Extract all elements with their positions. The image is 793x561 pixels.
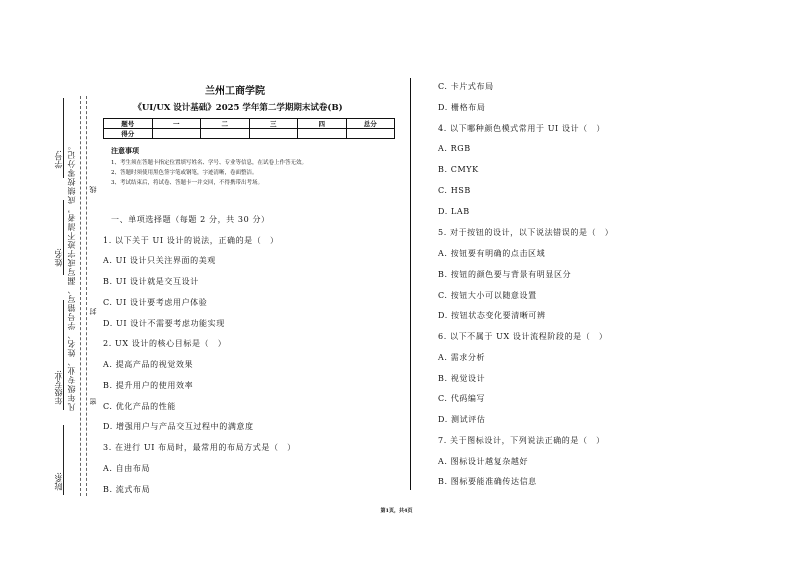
option-line: B. CMYK xyxy=(438,165,479,174)
binding-dashed-line-inner xyxy=(86,96,87,496)
option-line: B. UI 设计就是交互设计 xyxy=(103,277,199,286)
option-line: A. 图标设计越复杂越好 xyxy=(438,457,529,466)
option-line: B. 流式布局 xyxy=(103,485,151,494)
option-line: B. 图标要能准确传达信息 xyxy=(438,477,537,486)
option-line: D. 增强用户与产品交互过程中的满意度 xyxy=(103,422,254,431)
option-line: D. LAB xyxy=(438,207,470,216)
option-line: C. 代码编写 xyxy=(438,394,486,403)
school-name: 兰州工商学院 xyxy=(205,86,265,97)
score-table xyxy=(103,118,395,139)
binding-dashed-line xyxy=(80,96,81,496)
option-line: D. 按钮状态变化要清晰可辨 xyxy=(438,311,546,320)
binding-mark-xian: 线 xyxy=(89,186,97,193)
option-line: D. 测试评估 xyxy=(438,415,486,424)
page-number: 第1页，共4页 xyxy=(380,508,413,514)
score-cell: 四 xyxy=(298,119,347,129)
option-line: A. 自由布局 xyxy=(103,464,151,473)
option-line: B. 提升用户的使用效率 xyxy=(103,381,194,390)
option-line: C. 卡片式布局 xyxy=(438,82,494,91)
score-input-cell[interactable] xyxy=(249,129,298,139)
option-line: A. 按钮要有明确的点击区域 xyxy=(438,249,546,258)
score-cell: 得分 xyxy=(104,129,153,139)
score-cell: 一 xyxy=(152,119,201,129)
exam-title: 《UI/UX 设计基础》2025 学年第二学期期末试卷(B) xyxy=(133,103,343,113)
section-heading: 一、单项选择题（每题 2 分，共 30 分） xyxy=(111,215,270,224)
college-label: 院系: xyxy=(54,472,63,491)
notice-item: 3、考试结束后，将试卷、答题卡一并交回，不得携带出考场。 xyxy=(111,180,264,186)
score-table-score-row xyxy=(104,129,395,139)
grade-major-underline[interactable] xyxy=(63,300,64,410)
option-line: B. 按钮的颜色要与背景有明显区分 xyxy=(438,270,572,279)
score-cell: 三 xyxy=(249,119,298,129)
score-cell: 二 xyxy=(201,119,250,129)
name-label: 姓名: xyxy=(54,248,63,267)
student-id-underline[interactable] xyxy=(63,98,64,178)
option-line: A. RGB xyxy=(438,144,471,153)
question-line: 4. 以下哪种颜色模式常用于 UI 设计（ ） xyxy=(438,124,605,133)
score-input-cell[interactable] xyxy=(346,129,395,139)
notice-title: 注意事项 xyxy=(111,146,139,155)
column-divider xyxy=(410,78,411,490)
option-line: D. UI 设计不需要考虑功能实现 xyxy=(103,319,225,328)
option-line: A. 需求分析 xyxy=(438,353,486,362)
score-input-cell[interactable] xyxy=(201,129,250,139)
score-input-cell[interactable] xyxy=(298,129,347,139)
option-line: C. 优化产品的性能 xyxy=(103,402,176,411)
score-cell: 总分 xyxy=(346,119,395,129)
question-line: 2. UX 设计的核心目标是（ ） xyxy=(103,339,227,348)
option-line: A. 提高产品的视觉效果 xyxy=(103,360,194,369)
option-line: D. 栅格布局 xyxy=(438,103,486,112)
score-input-cell[interactable] xyxy=(152,129,201,139)
question-line: 7. 关于图标设计，下列说法正确的是（ ） xyxy=(438,436,605,445)
question-line: 5. 对于按钮的设计，以下说法错误的是（ ） xyxy=(438,228,614,237)
notice-item: 2、答题时须使用黑色签字笔或钢笔，字迹清晰，卷面整洁。 xyxy=(111,170,258,176)
binding-warning: 凡年级专业、姓名、学号错写、漏写或字迹不清者，成绩按零分记。 xyxy=(67,141,76,411)
question-line: 3. 在进行 UI 布局时，最常用的布局方式是（ ） xyxy=(103,443,296,452)
option-line: C. HSB xyxy=(438,186,471,195)
option-line: A. UI 设计只关注界面的美观 xyxy=(103,256,216,265)
question-line: 6. 以下不属于 UX 设计流程阶段的是（ ） xyxy=(438,332,608,341)
binding-mark-feng: 封 xyxy=(89,308,97,315)
option-line: B. 视觉设计 xyxy=(438,374,486,383)
question-line: 1. 以下关于 UI 设计的说法，正确的是（ ） xyxy=(103,236,279,245)
option-line: C. UI 设计要考虑用户体验 xyxy=(103,298,208,307)
college-underline[interactable] xyxy=(63,425,64,495)
name-underline[interactable] xyxy=(63,200,64,275)
notice-item: 1、考生须在答题卡指定位置填写姓名、学号、专业等信息，在试卷上作答无效。 xyxy=(111,160,308,166)
score-cell: 题号 xyxy=(104,119,153,129)
option-line: C. 按钮大小可以随意设置 xyxy=(438,291,537,300)
binding-mark-mi: 密 xyxy=(89,398,97,405)
student-id-label: 学号: xyxy=(54,150,63,169)
score-table-header-row xyxy=(104,119,395,129)
grade-major-label: 年级专业: xyxy=(54,370,63,405)
